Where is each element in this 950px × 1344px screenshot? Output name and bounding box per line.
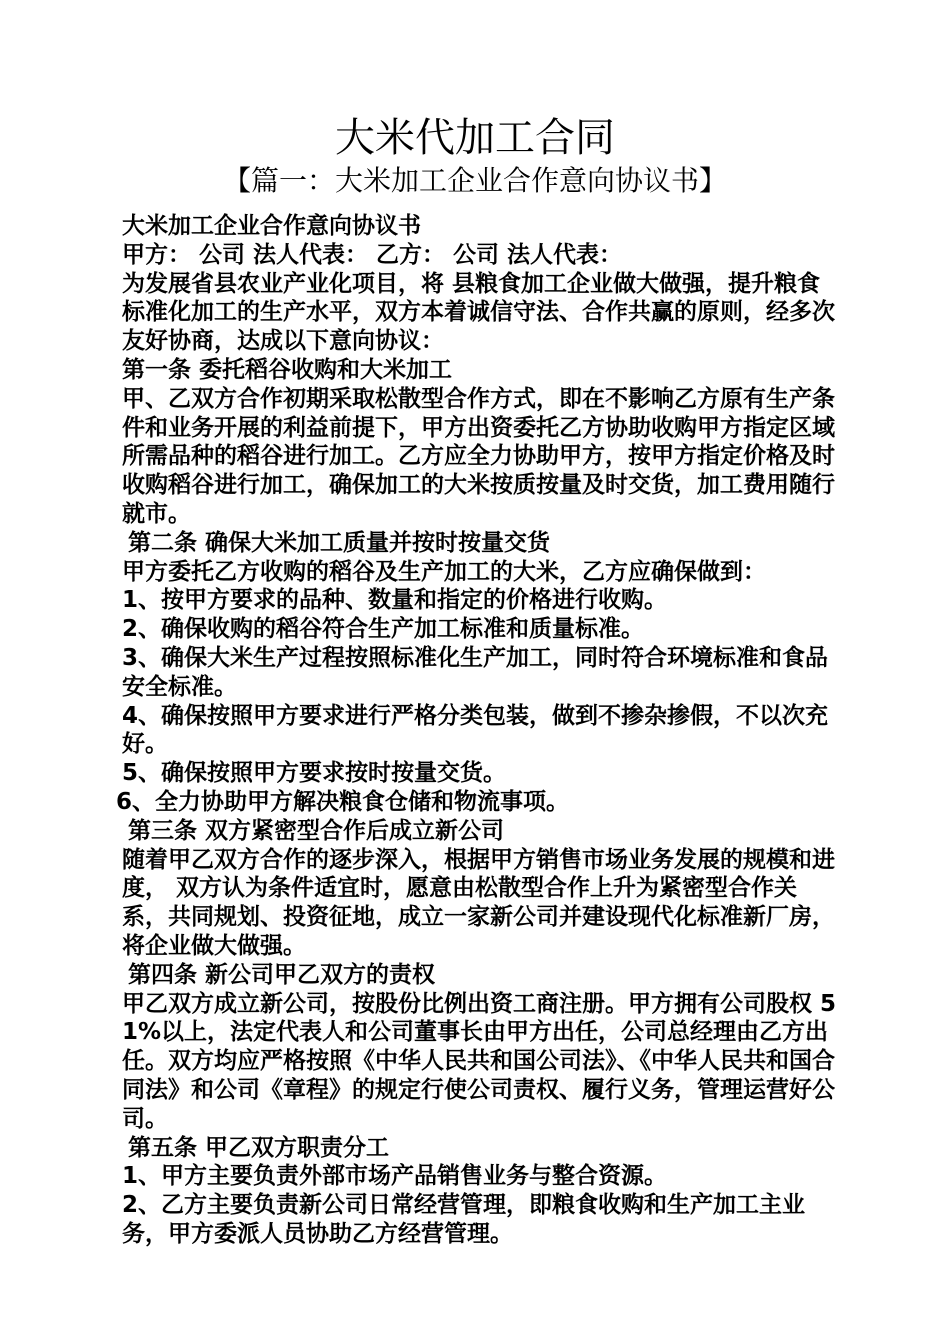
- article-2-item-2: 2、确保收购的稻谷符合生产加工标准和质量标准。: [122, 616, 645, 643]
- document-subtitle: 【篇一：大米加工企业合作意向协议书】: [222, 164, 727, 197]
- article-3-heading: 第三条 双方紧密型合作后成立新公司: [128, 817, 505, 844]
- article-1-heading: 第一条 委托稻谷收购和大米加工: [122, 356, 453, 383]
- document-body: [116, 212, 836, 1249]
- article-2-item-1: 1、按甲方要求的品种、数量和指定的价格进行收购。: [122, 587, 668, 614]
- article-1-paragraph: 甲、乙双方合作初期采取松散型合作方式，即在不影响乙方原有生产条件和业务开展的利益前提下，甲方出资委托乙方协助收购甲方指定区域所需品种的稻谷进行加工。乙方应全力协助甲方，按甲方指定价格及时收购稻谷进行加工，确保加工的大米按质按量及时交货，加工费用随行就市。: [122, 385, 835, 527]
- parties-line: 甲方： 公司 法人代表： 乙方： 公司 法人代表：: [122, 241, 623, 268]
- article-2-intro: 甲方委托乙方收购的稻谷及生产加工的大米，乙方应确保做到：: [122, 558, 766, 585]
- article-5-item-1: 1、甲方主要负责外部市场产品销售业务与整合资源。: [122, 1163, 668, 1190]
- article-5-heading: 第五条 甲乙双方职责分工: [128, 1134, 390, 1161]
- article-5-item-2: 2、乙方主要负责新公司日常经营管理，即粮食收购和生产加工主业务，甲方委派人员协助乙方经营管理。: [122, 1192, 806, 1247]
- article-4-heading: 第四条 新公司甲乙双方的责权: [128, 961, 436, 988]
- article-2-item-3: 3、确保大米生产过程按照标准化生产加工，同时符合环境标准和食品安全标准。: [122, 644, 829, 700]
- article-2-item-5: 5、确保按照甲方要求按时按量交货。: [122, 760, 507, 787]
- article-3-paragraph: 随着甲乙双方合作的逐步深入，根据甲方销售市场业务发展的规模和进度， 双方认为条件适宜时，愿意由松散型合作上升为紧密型合作关系，共同规划、投资征地，成立一家新公司并建设现代化标准新厂房，将企业做大做强。: [122, 846, 835, 959]
- article-2-item-4: 4、确保按照甲方要求进行严格分类包装，做到不掺杂掺假，不以次充好。: [122, 702, 829, 758]
- article-4-paragraph: 甲乙双方成立新公司，按股份比例出资工商注册。甲方拥有公司股权 51%以上，法定代表人和公司董事长由甲方出任，公司总经理由乙方出任。双方均应严格按照《中华人民共和国公司法》、《中华人民共和国合同法》和公司《章程》的规定行使公司责权、履行义务，管理运营好公司。: [122, 990, 837, 1132]
- preamble-paragraph: 为发展省县农业产业化项目，将 县粮食加工企业做大做强，提升粮食标准化加工的生产水平，双方本着诚信守法、合作共赢的原则，经多次友好协商，达成以下意向协议：: [122, 270, 835, 355]
- article-2-item-6: 6、全力协助甲方解决粮食仓储和物流事项。: [116, 788, 570, 815]
- agreement-heading: 大米加工企业合作意向协议书: [122, 213, 421, 239]
- document-title: 大米代加工合同: [335, 115, 615, 161]
- article-2-heading: 第二条 确保大米加工质量并按时按量交货: [128, 529, 551, 556]
